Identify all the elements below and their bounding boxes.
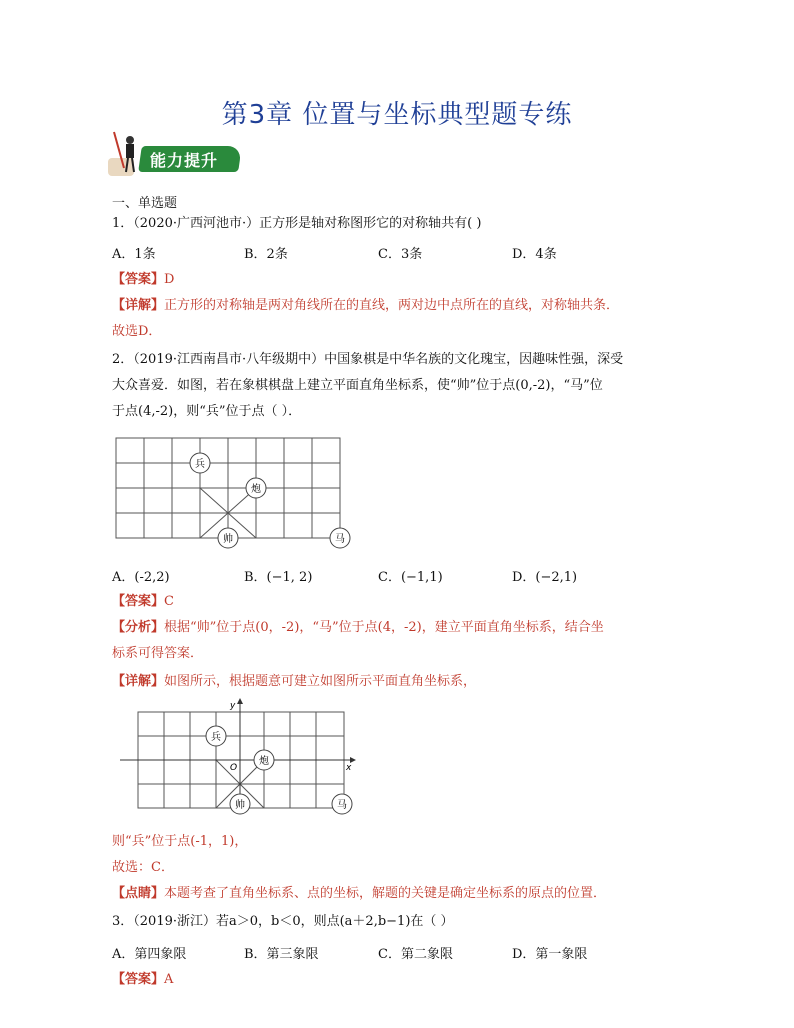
piece-shuai xyxy=(230,794,250,814)
svg-text:y: y xyxy=(230,701,236,711)
x-axis xyxy=(120,757,356,773)
q3-option-a: A．第四象限 xyxy=(112,947,187,962)
q2-stem-2: 大众喜爱．如图，若在象棋棋盘上建立平面直角坐标系，使“帅”位于点(0,-2)，“马”位 xyxy=(112,378,603,393)
q3-option-b: B．第三象限 xyxy=(244,947,319,962)
answer-value: C xyxy=(164,594,174,609)
q1-option-c: C．3条 xyxy=(378,247,423,262)
q2-option-a: A．(-2,2) xyxy=(112,570,170,585)
q3-stem: 3．（2019·浙江）若a＞0，b＜0，则点(a＋2,b−1)在（ ） xyxy=(112,914,454,929)
q2-analysis-2: 标系可得答案． xyxy=(112,646,204,661)
detail-text: 如图所示，根据题意可建立如图所示平面直角坐标系， xyxy=(164,674,477,689)
piece-bing xyxy=(206,726,226,746)
coordinate-figure xyxy=(110,698,360,816)
q1-answer xyxy=(112,272,174,288)
q2-stem-3: 于点(4,-2)，则“兵”位于点（ ）． xyxy=(112,404,302,419)
detail-tag: 【详解】 xyxy=(112,298,165,313)
q1-option-b: B．2条 xyxy=(244,247,288,262)
piece-shuai xyxy=(218,528,238,548)
svg-text:帅: 帅 xyxy=(223,534,233,545)
q1-option-d: D．4条 xyxy=(512,247,557,262)
svg-text:炮: 炮 xyxy=(259,756,269,767)
comment-text: 本题考查了直角坐标系、点的坐标，解题的关键是确定坐标系的原点的位置． xyxy=(164,886,607,901)
piece-ma xyxy=(332,794,352,814)
detail-tag: 【详解】 xyxy=(112,674,165,689)
teacher-icon xyxy=(104,128,144,180)
page-title: 第3章 位置与坐标典型题专练 xyxy=(221,100,573,130)
comment-tag: 【点睛】 xyxy=(112,886,165,901)
q3-option-d: D．第一象限 xyxy=(512,947,588,962)
ability-banner xyxy=(104,128,244,180)
svg-text:炮: 炮 xyxy=(251,484,261,495)
banner-label: 能力提升 xyxy=(150,151,219,170)
detail-text: 正方形的对称轴是两对角线所在的直线，两对边中点所在的直线，对称轴共条． xyxy=(164,298,620,313)
q2-comment xyxy=(112,886,606,902)
q1-stem: 1．（2020·广西河池市·）正方形是轴对称图形它的对称轴共有( ) xyxy=(112,216,482,231)
q2-stem-1: 2．（2019·江西南昌市·八年级期中）中国象棋是中华名族的文化瑰宝，因趣味性强，深受 xyxy=(112,352,624,367)
piece-bing xyxy=(190,453,210,473)
piece-ma xyxy=(330,528,350,548)
origin-label: O xyxy=(230,763,238,773)
analysis-tag: 【分析】 xyxy=(112,620,165,635)
q3-answer xyxy=(112,972,173,988)
svg-text:兵: 兵 xyxy=(211,732,221,743)
answer-value: D xyxy=(164,272,175,287)
q2-option-d: D．(−2,1) xyxy=(512,570,578,585)
q2-option-c: C．(−1,1) xyxy=(378,570,443,585)
svg-text:x: x xyxy=(346,763,352,773)
answer-value: A xyxy=(164,972,174,987)
q1-detail xyxy=(112,298,619,314)
chessboard-figure xyxy=(110,432,360,554)
q2-analysis-1 xyxy=(112,620,604,636)
svg-text:兵: 兵 xyxy=(195,459,205,470)
answer-tag: 【答案】 xyxy=(112,972,165,987)
answer-tag: 【答案】 xyxy=(112,272,165,287)
svg-text:马: 马 xyxy=(337,800,347,811)
q2-option-b: B．(−1, 2) xyxy=(244,570,313,585)
svg-text:马: 马 xyxy=(335,534,345,545)
q3-option-c: C．第二象限 xyxy=(378,947,453,962)
q1-option-a: A．1条 xyxy=(112,247,156,262)
q1-conclusion: 故选D． xyxy=(112,324,162,339)
q2-detail xyxy=(112,674,476,690)
analysis-text: 根据“帅”位于点(0，-2)，“马”位于点(4，-2)，建立平面直角坐标系，结合坐 xyxy=(164,620,604,635)
q2-answer xyxy=(112,594,174,610)
section-heading: 一、单选题 xyxy=(112,196,178,211)
answer-tag: 【答案】 xyxy=(112,594,165,609)
q2-result: 则“兵”位于点(-1，1)， xyxy=(112,834,248,849)
svg-text:帅: 帅 xyxy=(235,800,245,811)
q2-conclusion: 故选：C． xyxy=(112,860,174,875)
piece-pao xyxy=(254,750,274,770)
piece-pao xyxy=(246,478,266,498)
